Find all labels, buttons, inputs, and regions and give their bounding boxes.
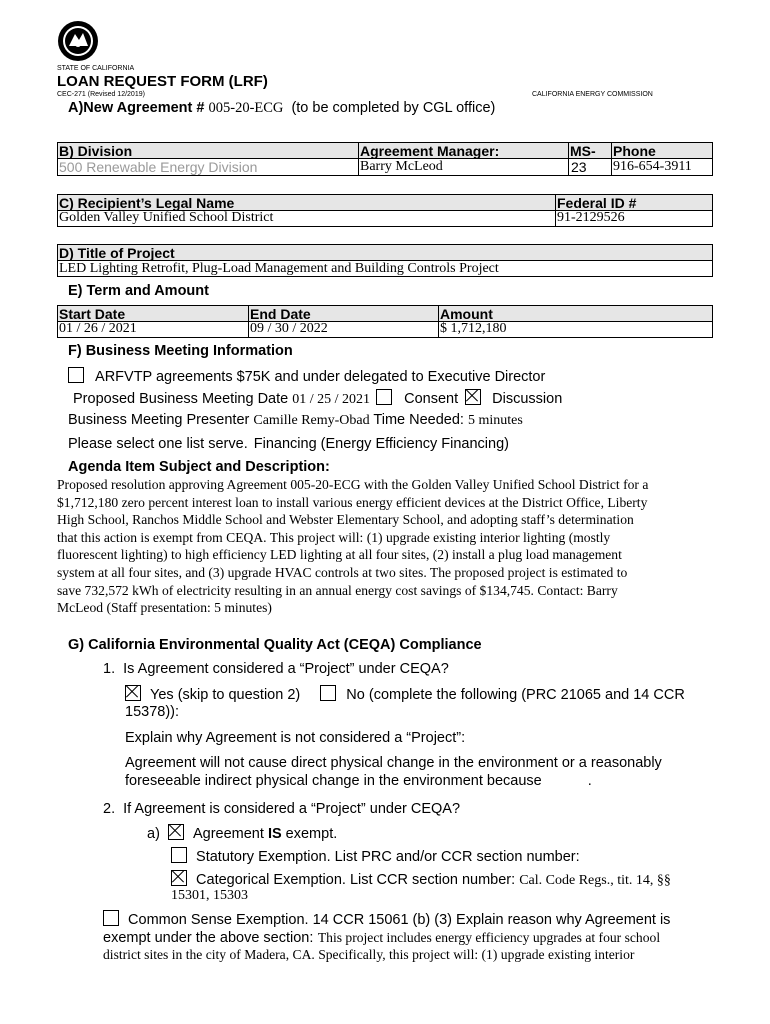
arfvtp-row	[68, 367, 545, 385]
common-sense-label: Common Sense Exemption. 14 CCR 15061 (b) (3) Explain reason why Agreement is	[128, 912, 671, 928]
ceqa-no-label: No (complete the following (PRC 21065 and 14 CCR	[346, 687, 685, 703]
ceqa-yes-label: Yes (skip to question 2)	[150, 687, 301, 703]
agency-label: CALIFORNIA ENERGY COMMISSION	[532, 91, 653, 98]
division-label: B) Division	[59, 143, 133, 159]
explain-line-2	[125, 773, 592, 789]
agenda-line: fluorescent lighting) to high efficiency LED lighting at all four sites, (2) install a plug load management	[57, 547, 622, 563]
state-seal	[57, 20, 99, 62]
federal-id-label: Federal ID #	[557, 195, 637, 211]
title-value-row	[57, 260, 713, 277]
common-sense-value-2[interactable]: district sites in the city of Madera, CA. Specifically, this project will: (1) upgrade existing interior	[103, 947, 635, 962]
agreement-number[interactable]: 005-20-ECG	[208, 100, 284, 116]
listserve-value[interactable]: Financing (Energy Efficiency Financing)	[253, 436, 509, 452]
agenda-description[interactable]	[57, 476, 747, 617]
recipient-value-row	[57, 210, 713, 227]
ceqa-no-label-cont: 15378)):	[125, 704, 180, 720]
term-heading: E) Term and Amount	[68, 283, 209, 299]
categorical-value[interactable]: Cal. Code Regs., tit. 14, §§	[519, 873, 671, 888]
agreement-note: (to be completed by CGL office)	[291, 100, 496, 116]
agreement-label: A)New Agreement #	[68, 100, 205, 116]
proposed-date-value[interactable]: 01 / 25 / 2021	[292, 392, 371, 407]
time-needed-label: Time Needed:	[373, 412, 464, 428]
ceqa-yes-checkbox[interactable]	[125, 685, 141, 701]
statutory-label: Statutory Exemption. List PRC and/or CCR section number:	[196, 849, 580, 865]
listserve-row	[68, 436, 509, 452]
division-header-row	[57, 142, 713, 159]
common-sense-row-2	[103, 929, 660, 947]
explain-line-1: Agreement will not cause direct physical change in the environment or a reasonably	[125, 755, 662, 771]
exempt-checkbox[interactable]	[168, 824, 184, 840]
exempt-row	[147, 824, 337, 842]
end-date-value[interactable]: 09 / 30 / 2022	[250, 321, 328, 336]
start-date-value[interactable]: 01 / 26 / 2021	[59, 321, 137, 336]
federal-id-value[interactable]: 91-2129526	[557, 210, 625, 225]
presenter-value[interactable]: Camille Remy-Obad	[253, 413, 370, 428]
start-date-label: Start Date	[59, 306, 126, 322]
phone-value[interactable]: 916-654-3911	[613, 159, 692, 174]
agenda-line: McLeod (Staff presentation: 5 minutes)	[57, 600, 272, 616]
section-a	[68, 100, 495, 117]
manager-label: Agreement Manager:	[360, 143, 500, 159]
ceqa-q2: 2. If Agreement is considered a “Project” under CEQA?	[103, 801, 461, 817]
agenda-line: save 732,572 kWh of electricity resulting in an annual energy cost savings of $134,745. Contact: Barry	[57, 582, 618, 598]
form-number: CEC-271 (Revised 12/2019)	[57, 91, 145, 98]
agenda-line: $1,712,180 zero percent interest loan to install various energy efficient devices at the District Office, Liberty	[57, 494, 648, 510]
exempt-is: IS	[267, 826, 282, 842]
phone-label: Phone	[613, 143, 656, 159]
ceqa-q1-options	[125, 685, 685, 703]
form-title: LOAN REQUEST FORM (LRF)	[57, 73, 268, 90]
agenda-line: that this action is exempt from CEQA. This project will: (1) upgrade existing interior lighting (mostly	[57, 529, 611, 545]
categorical-label: Categorical Exemption. List CCR section number:	[196, 872, 516, 888]
amount-value[interactable]: $ 1,712,180	[440, 321, 507, 336]
common-sense-row	[103, 910, 670, 928]
ms-label: MS-	[570, 143, 596, 159]
division-value-row	[57, 158, 713, 176]
state-label: STATE OF CALIFORNIA	[57, 65, 135, 72]
common-sense-checkbox[interactable]	[103, 910, 119, 926]
discussion-checkbox[interactable]	[465, 389, 481, 405]
arfvtp-label: ARFVTP agreements $75K and under delegated to Executive Director	[95, 369, 546, 385]
common-sense-value[interactable]: This project includes energy efficiency upgrades at four school	[317, 930, 661, 945]
categorical-row	[171, 870, 671, 889]
recipient-header-row	[57, 194, 713, 211]
title-header-row	[57, 244, 713, 261]
exempt-post: exempt.	[281, 826, 338, 842]
project-title-value[interactable]: LED Lighting Retrofit, Plug-Load Management and Building Controls Project	[59, 261, 499, 276]
ceqa-no-checkbox[interactable]	[320, 685, 336, 701]
agenda-line: High School, Ranchos Middle School and Webster Elementary School, and adopting staff’s determination	[57, 512, 634, 528]
amount-label: Amount	[440, 306, 493, 322]
explain-line-2-text: foreseeable indirect physical change in the environment because	[125, 773, 542, 789]
ceqa-heading: G) California Environmental Quality Act (CEQA) Compliance	[68, 637, 482, 653]
categorical-checkbox[interactable]	[171, 870, 187, 886]
division-value[interactable]: 500 Renewable Energy Division	[59, 159, 258, 175]
exempt-a-label: a)	[147, 826, 160, 842]
proposed-date-row	[73, 389, 562, 408]
consent-checkbox[interactable]	[376, 389, 392, 405]
proposed-date-label: Proposed Business Meeting Date	[73, 391, 289, 407]
agenda-label: Agenda Item Subject and Description:	[68, 459, 330, 475]
common-sense-label-2: exempt under the above section:	[103, 930, 314, 946]
ms-value[interactable]: 23	[571, 159, 587, 175]
explain-line-2-end[interactable]: .	[587, 773, 592, 789]
arfvtp-checkbox[interactable]	[68, 367, 84, 383]
term-value-row	[57, 321, 713, 338]
recipient-value[interactable]: Golden Valley Unified School District	[59, 210, 274, 225]
agenda-line: system at all four sites, and (3) upgrade HVAC controls at two sites. The proposed project is estimated to	[57, 564, 628, 580]
agenda-line: Proposed resolution approving Agreement 005-20-ECG with the Golden Valley Unified School District for a	[57, 477, 649, 492]
manager-value[interactable]: Barry McLeod	[360, 159, 443, 174]
term-header-row	[57, 305, 713, 322]
statutory-checkbox[interactable]	[171, 847, 187, 863]
consent-label: Consent	[404, 391, 459, 407]
statutory-row	[171, 847, 580, 865]
presenter-label: Business Meeting Presenter	[68, 412, 250, 428]
project-title-label: D) Title of Project	[59, 245, 175, 261]
categorical-value-cont[interactable]: 15301, 15303	[171, 888, 248, 903]
ceqa-q1: 1. Is Agreement considered a “Project” under CEQA?	[103, 661, 449, 677]
exempt-pre: Agreement	[192, 826, 268, 842]
listserve-label: Please select one list serve.	[68, 436, 248, 452]
end-date-label: End Date	[250, 306, 311, 322]
presenter-row	[68, 412, 523, 429]
recipient-label: C) Recipient’s Legal Name	[59, 195, 235, 211]
explain-label: Explain why Agreement is not considered a “Project”:	[125, 730, 466, 746]
time-needed-value[interactable]: 5 minutes	[468, 413, 523, 428]
business-meeting-heading: F) Business Meeting Information	[68, 343, 293, 359]
discussion-label: Discussion	[492, 391, 563, 407]
